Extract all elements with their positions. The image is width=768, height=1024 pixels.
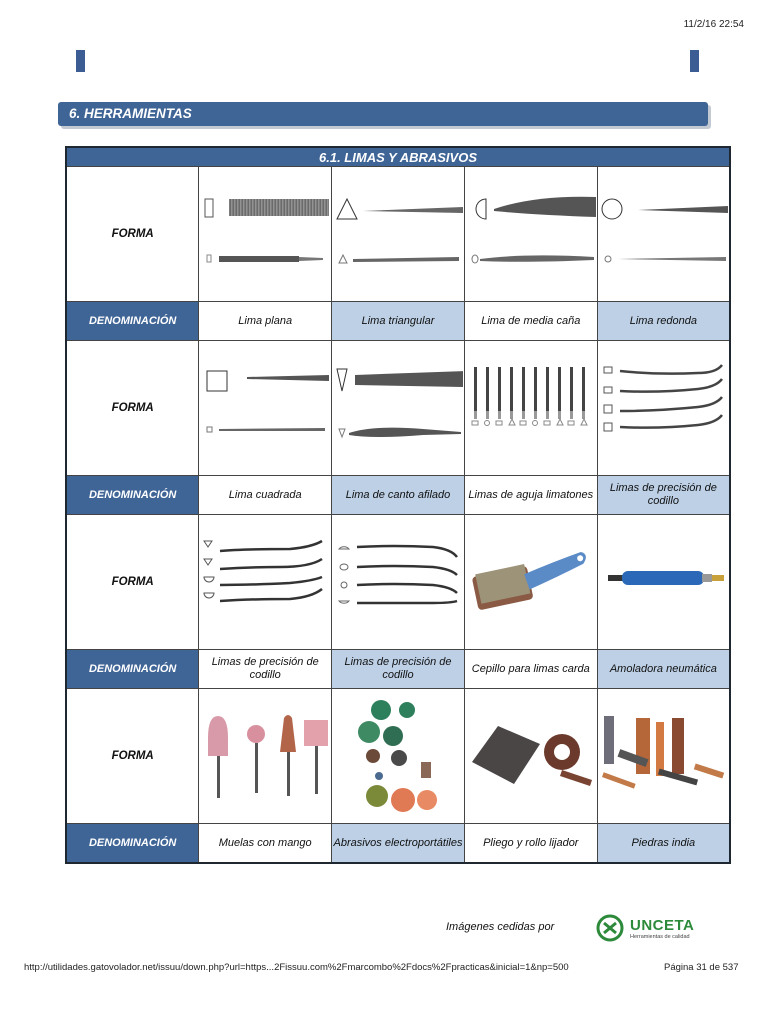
unceta-logo-icon — [594, 913, 626, 943]
page-marker-left — [76, 50, 85, 72]
footer-url: http://utilidades.gatovolador.net/issuu/down.php?url=https...2Fissuu.com%2Fmarcombo%2Fdocs%2Fpracticas&inicial=1&np=500 — [24, 962, 569, 973]
image-lima-canto-afilado — [332, 341, 465, 476]
tool-name: Pliego y rollo lijador — [464, 824, 597, 864]
image-lima-redonda — [597, 167, 730, 302]
forma-label: FORMA — [66, 689, 199, 824]
image-limas-aguja — [464, 341, 597, 476]
page-marker-right — [690, 50, 699, 72]
page-number: Página 31 de 537 — [664, 962, 739, 973]
table-title: 6.1. LIMAS Y ABRASIVOS — [66, 147, 730, 167]
logo-tagline: Herramientas de calidad — [630, 933, 690, 940]
forma-label: FORMA — [66, 515, 199, 650]
image-limas-precision-codillo — [597, 341, 730, 476]
tool-name: Limas de precisión de codillo — [597, 476, 730, 515]
image-muelas-con-mango — [199, 689, 332, 824]
image-amoladora-neumatica — [597, 515, 730, 650]
image-lima-media-cana — [464, 167, 597, 302]
image-lima-plana — [199, 167, 332, 302]
timestamp: 11/2/16 22:54 — [683, 19, 744, 30]
tool-name: Amoladora neumática — [597, 650, 730, 689]
tool-name: Abrasivos electroportátiles — [332, 824, 465, 864]
image-credit: Imágenes cedidas por — [446, 921, 555, 933]
denominacion-label: DENOMINACIÓN — [66, 824, 199, 864]
unceta-logo — [594, 913, 694, 943]
forma-label: FORMA — [66, 341, 199, 476]
denominacion-label: DENOMINACIÓN — [66, 650, 199, 689]
tool-name: Muelas con mango — [199, 824, 332, 864]
tool-name: Lima cuadrada — [199, 476, 332, 515]
tool-name: Lima de media caña — [464, 302, 597, 341]
table-row — [66, 650, 730, 689]
tool-name: Lima de canto afilado — [332, 476, 465, 515]
forma-label: FORMA — [66, 167, 199, 302]
tool-name: Lima triangular — [332, 302, 465, 341]
table-row — [66, 824, 730, 864]
table-row — [66, 341, 730, 476]
tool-name: Cepillo para limas carda — [464, 650, 597, 689]
image-lima-triangular — [332, 167, 465, 302]
tool-name: Lima redonda — [597, 302, 730, 341]
tool-name: Limas de precisión de codillo — [332, 650, 465, 689]
table-row — [66, 515, 730, 650]
image-piedras-india — [597, 689, 730, 824]
tool-name: Lima plana — [199, 302, 332, 341]
tool-name: Piedras india — [597, 824, 730, 864]
image-pliego-rollo-lijador — [464, 689, 597, 824]
table-row — [66, 302, 730, 341]
tools-table — [65, 146, 731, 864]
tool-name: Limas de precisión de codillo — [199, 650, 332, 689]
denominacion-label: DENOMINACIÓN — [66, 302, 199, 341]
logo-brand: UNCETA — [630, 916, 695, 934]
table-row — [66, 167, 730, 302]
image-cepillo-carda — [464, 515, 597, 650]
image-abrasivos-electroportatiles — [332, 689, 465, 824]
image-limas-precision-codillo — [199, 515, 332, 650]
table-row — [66, 476, 730, 515]
denominacion-label: DENOMINACIÓN — [66, 476, 199, 515]
tool-name: Limas de aguja limatones — [464, 476, 597, 515]
image-lima-cuadrada — [199, 341, 332, 476]
image-limas-precision-codillo — [332, 515, 465, 650]
section-title: 6. HERRAMIENTAS — [58, 102, 708, 126]
table-row — [66, 689, 730, 824]
